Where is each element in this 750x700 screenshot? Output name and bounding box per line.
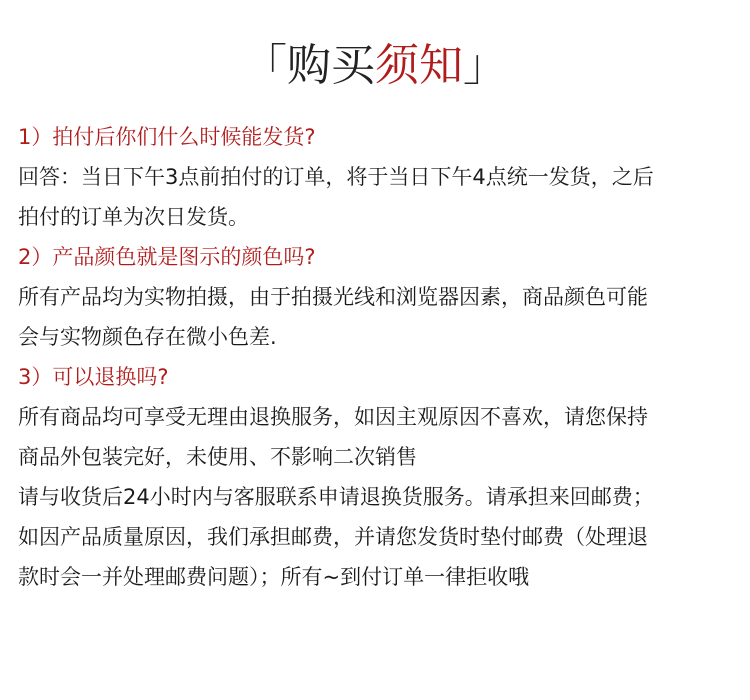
faq-answer-3-line-1: 所有商品均可享受无理由退换服务，如因主观原因不喜欢，请您保持 bbox=[18, 405, 648, 429]
title-close-bracket: 」 bbox=[463, 40, 507, 91]
title-open-bracket: 「 bbox=[243, 40, 287, 91]
faq-answer-1-line-2: 拍付的订单为次日发货。 bbox=[18, 205, 249, 229]
faq-question-3: 3）可以退换吗? bbox=[18, 365, 169, 389]
faq-content bbox=[18, 117, 738, 597]
page-title bbox=[0, 36, 750, 96]
faq-answer-3-line-5: 款时会一并处理邮费问题）；所有~到付订单一律拒收哦 bbox=[18, 565, 530, 589]
title-red-text: 须知 bbox=[375, 40, 463, 91]
faq-answer-3-line-4: 如因产品质量原因，我们承担邮费，并请您发货时垫付邮费（处理退 bbox=[18, 525, 648, 549]
faq-answer-2-line-1: 所有产品均为实物拍摄，由于拍摄光线和浏览器因素，商品颜色可能 bbox=[18, 285, 648, 309]
faq-answer-3-line-2: 商品外包装完好，未使用、不影响二次销售 bbox=[18, 445, 417, 469]
faq-question-1: 1）拍付后你们什么时候能发货? bbox=[18, 125, 316, 149]
faq-answer-1-line-1: 回答：当日下午3点前拍付的订单，将于当日下午4点统一发货，之后 bbox=[18, 165, 654, 189]
faq-answer-3-line-3: 请与收货后24小时内与客服联系申请退换货服务。请承担来回邮费； bbox=[18, 485, 654, 509]
title-black-text: 购买 bbox=[287, 40, 375, 91]
faq-answer-2-line-2: 会与实物颜色存在微小色差. bbox=[18, 325, 277, 349]
faq-question-2: 2）产品颜色就是图示的颜色吗? bbox=[18, 245, 316, 269]
